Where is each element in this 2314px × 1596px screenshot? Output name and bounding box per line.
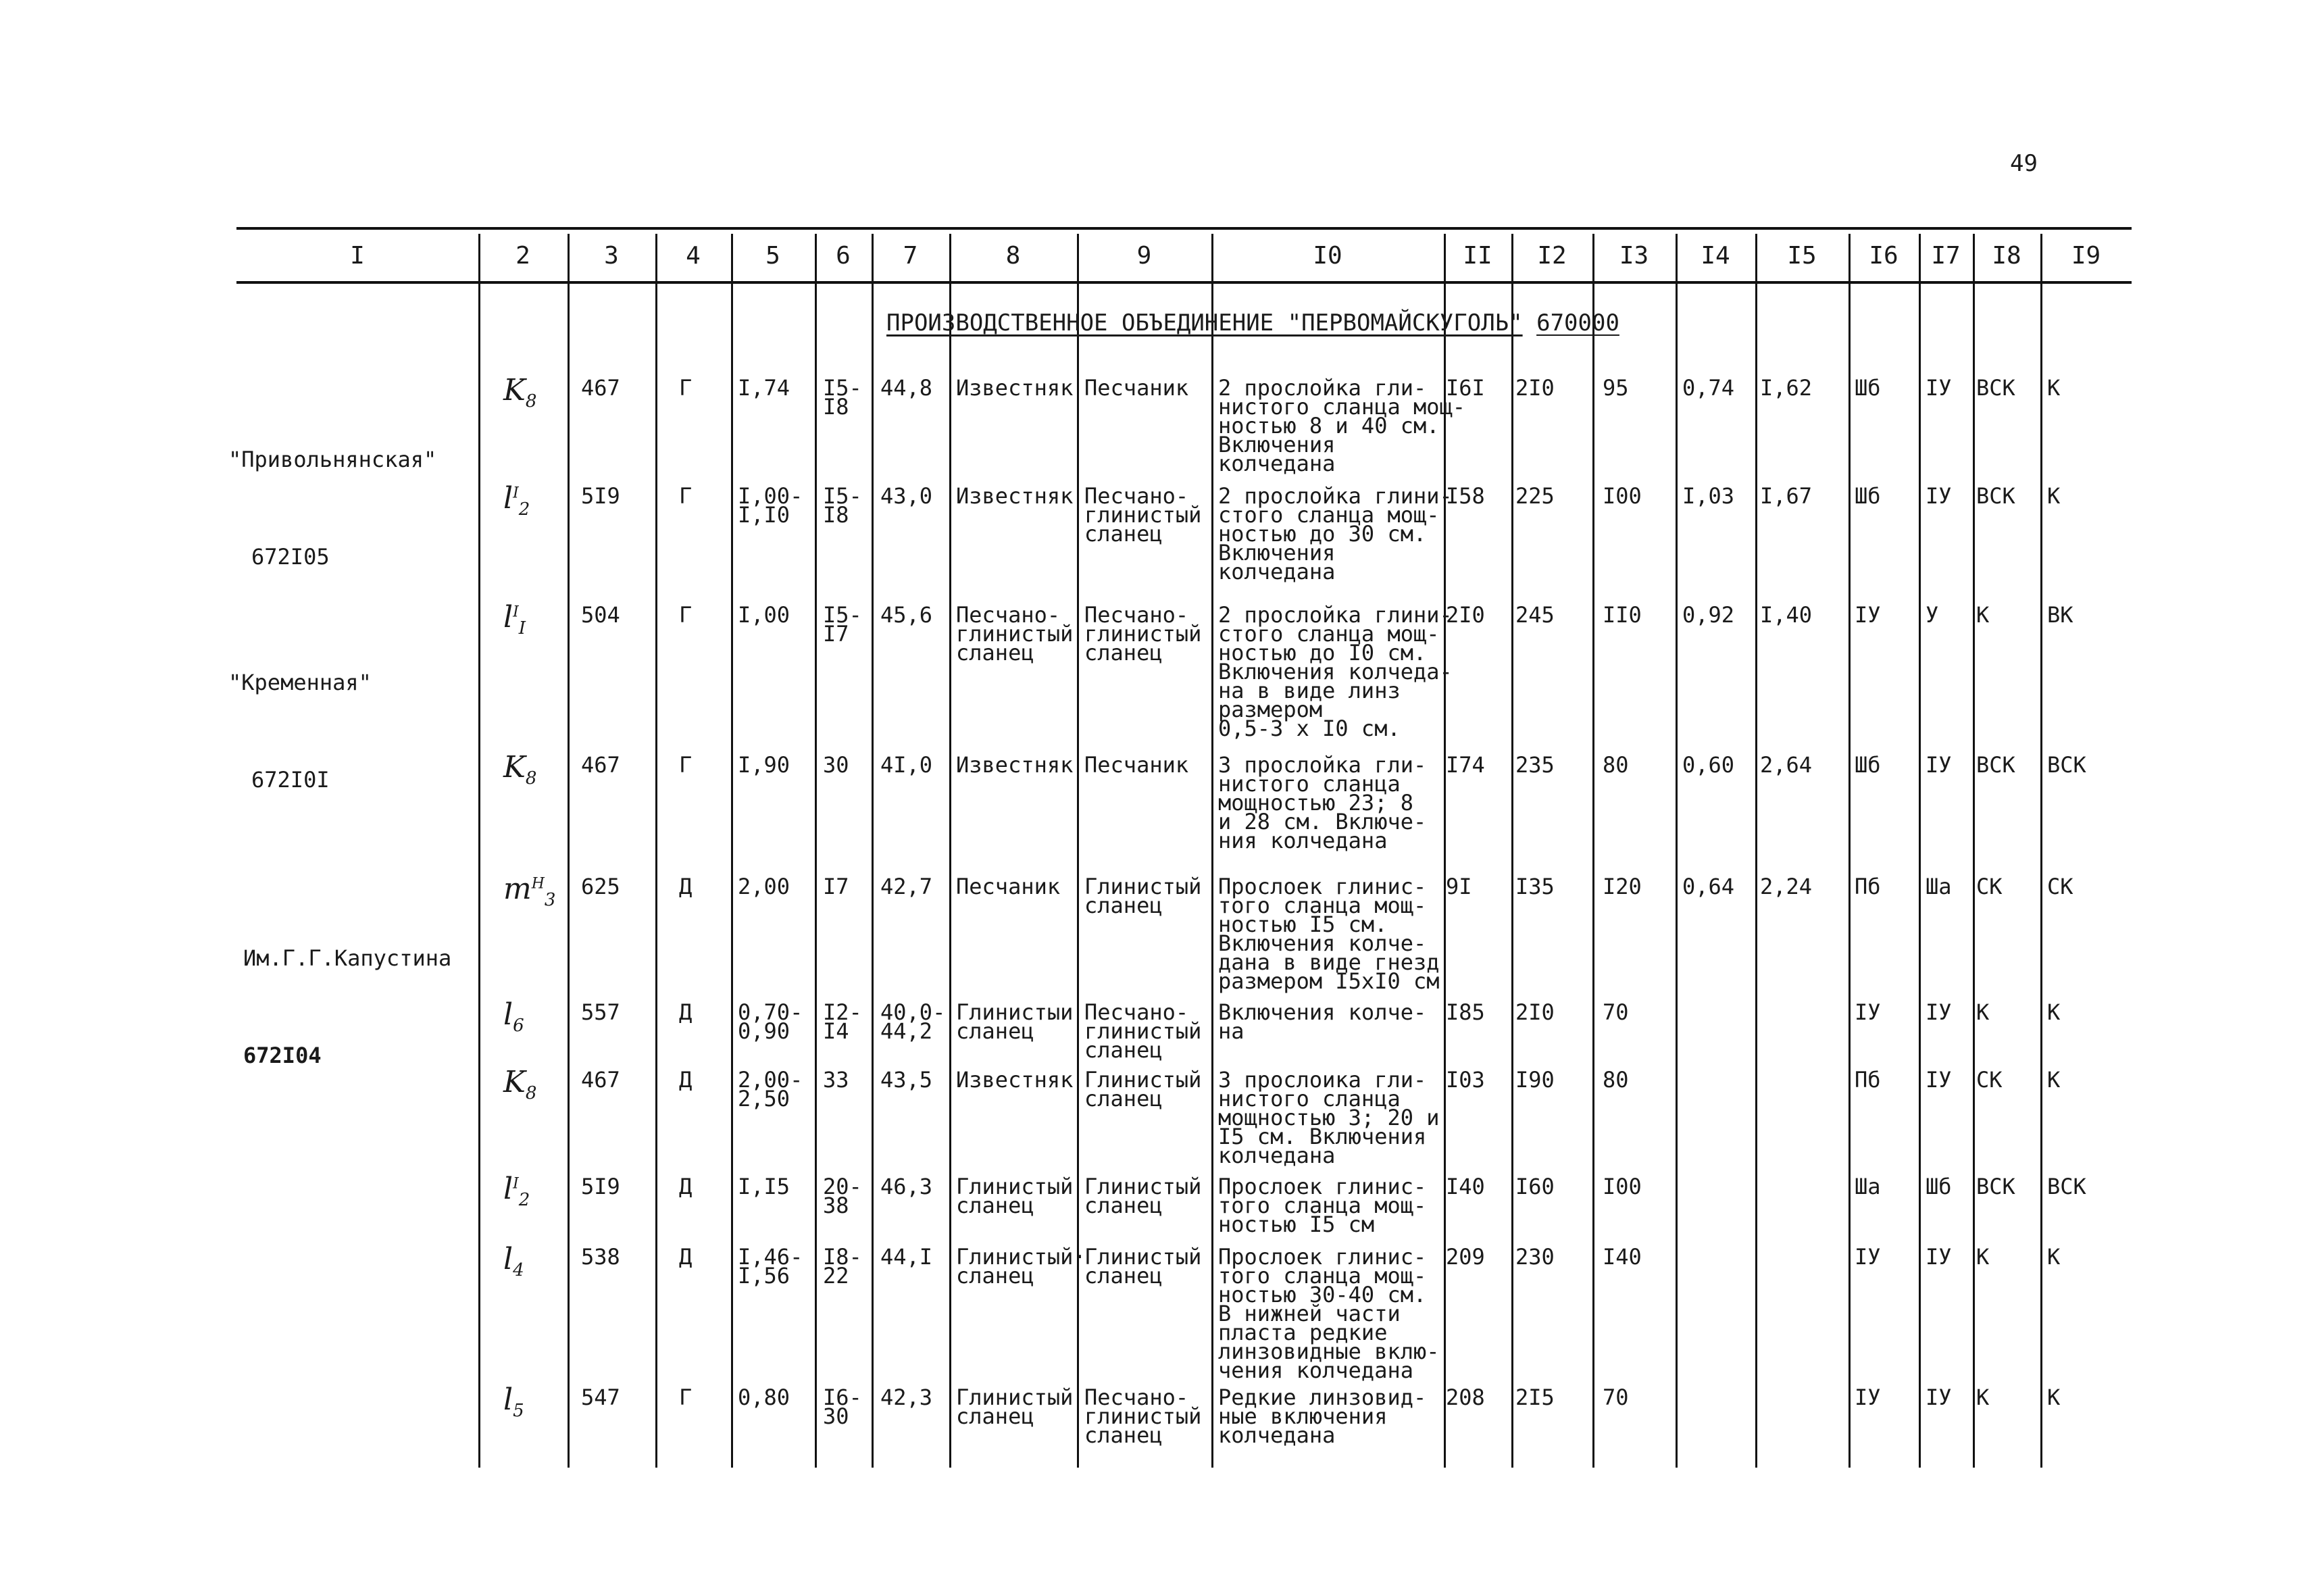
cell-c8: Песчаник <box>956 874 1061 899</box>
cell-c5: I,46- I,56 <box>738 1244 803 1289</box>
cell-c17: IУ <box>1926 999 1952 1025</box>
cell-c6: I5- I8 <box>823 375 862 420</box>
cell-c9: Песчано- глинистый сланец <box>1084 602 1202 666</box>
page-number: 49 <box>2010 150 2038 177</box>
seam-subscript: 4 <box>513 1260 524 1280</box>
cell-c17: Шб <box>1926 1174 1952 1199</box>
cell-c13: I00 <box>1603 483 1642 509</box>
column-rule <box>478 234 480 1468</box>
column-header: I7 <box>1931 242 1961 270</box>
cell-c12: 230 <box>1515 1244 1555 1270</box>
seam-index <box>503 1382 524 1421</box>
cell-c13: I20 <box>1603 874 1642 899</box>
seam-superscript: I <box>513 1175 519 1193</box>
cell-c16: IУ <box>1855 1385 1881 1410</box>
column-rule <box>1973 234 1975 1468</box>
organization-name: ПРОИЗВОДСТВЕННОЕ ОБЪЕДИНЕНИЕ "ПЕРВОМАЙСКУГОЛЬ" <box>886 309 1523 336</box>
cell-c19: К <box>2047 999 2061 1025</box>
mine-entry <box>243 877 451 1104</box>
seam-index <box>503 600 526 639</box>
cell-c8: Известняк <box>956 483 1074 509</box>
cell-c16: IУ <box>1855 999 1881 1025</box>
seam-superscript: Н <box>531 875 545 893</box>
seam-letter: K <box>503 1065 526 1099</box>
seam-index <box>503 1242 524 1280</box>
cell-c5: 0,70- 0,90 <box>738 999 803 1044</box>
cell-c13: 70 <box>1603 999 1629 1025</box>
cell-c9: Глинистый сланец <box>1084 874 1202 918</box>
mine-name: "Привольнянская" <box>228 447 437 472</box>
seam-letter: K <box>503 373 526 407</box>
cell-c3: 467 <box>581 752 620 778</box>
column-rule <box>2040 234 2042 1468</box>
cell-c7: 46,3 <box>880 1174 933 1199</box>
seam-index <box>503 872 555 910</box>
cell-c17: IУ <box>1926 1244 1952 1270</box>
cell-c19: К <box>2047 375 2061 401</box>
seam-subscript: 8 <box>525 391 537 412</box>
cell-c3: 557 <box>581 999 620 1025</box>
cell-c7: 43,0 <box>880 483 933 509</box>
seam-index <box>503 1065 536 1103</box>
cell-c10: Прослоек глинис- того сланца мощ- ностью I5 см. Включения колче- дана в виде гнезд размером I5хI0 см <box>1218 874 1440 994</box>
column-header: I <box>350 242 365 270</box>
column-rule <box>949 234 951 1468</box>
cell-c10: 2 прослойка глини- стого сланца мощ- ностью до I0 см. Включения колчеда- на в виде линз размером 0,5-3 х I0 см. <box>1218 602 1453 741</box>
cell-c16: Пб <box>1855 1067 1881 1093</box>
cell-c6: 30 <box>823 752 849 778</box>
organization-title <box>886 309 1619 336</box>
cell-c6: I7 <box>823 874 849 899</box>
cell-c3: 504 <box>581 602 620 628</box>
cell-c5: I,74 <box>738 375 790 401</box>
cell-c17: IУ <box>1926 375 1952 401</box>
seam-subscript: 8 <box>525 1082 537 1103</box>
cell-c5: I,I5 <box>738 1174 790 1199</box>
cell-c6: I8- 22 <box>823 1244 862 1289</box>
cell-c12: 2I0 <box>1515 375 1555 401</box>
cell-c18: К <box>1976 1244 1990 1270</box>
column-header: 6 <box>836 242 851 270</box>
cell-c3: 5I9 <box>581 483 620 509</box>
column-header: 7 <box>903 242 918 270</box>
column-header: 4 <box>686 242 701 270</box>
cell-c13: 70 <box>1603 1385 1629 1410</box>
cell-c3: 547 <box>581 1385 620 1410</box>
cell-c8: Известняк <box>956 375 1074 401</box>
cell-c12: 225 <box>1515 483 1555 509</box>
cell-c9: Песчано- глинистый сланец <box>1084 1385 1202 1448</box>
cell-c11: I74 <box>1446 752 1485 778</box>
cell-c12: 245 <box>1515 602 1555 628</box>
mine-entry <box>228 378 436 605</box>
cell-c4: Д <box>679 874 693 899</box>
cell-c12: I90 <box>1515 1067 1555 1093</box>
cell-c17: IУ <box>1926 1385 1952 1410</box>
cell-c8: Известняк <box>956 1067 1074 1093</box>
cell-c9: Песчано- глинистый сланец <box>1084 999 1202 1063</box>
cell-c16: Шб <box>1855 483 1881 509</box>
cell-c10: 2 прослойка гли- нистого сланца мощ- ностью 8 и 40 см. Включения колчедана <box>1218 375 1466 476</box>
column-rule <box>731 234 733 1468</box>
cell-c18: СК <box>1976 1067 2003 1093</box>
cell-c13: I00 <box>1603 1174 1642 1199</box>
cell-c13: I40 <box>1603 1244 1642 1270</box>
cell-c4: Д <box>679 1067 693 1093</box>
seam-superscript: I <box>513 484 519 502</box>
cell-c19: ВК <box>2047 602 2073 628</box>
cell-c3: 5I9 <box>581 1174 620 1199</box>
cell-c6: I5- I7 <box>823 602 862 647</box>
cell-c9: Песчано- глинистый сланец <box>1084 483 1202 547</box>
cell-c10: 2 прослойка глини- стого сланца мощ- ностью до 30 см. Включения колчедана <box>1218 483 1453 584</box>
cell-c19: К <box>2047 1067 2061 1093</box>
cell-c4: Д <box>679 999 693 1025</box>
cell-c9: Песчаник <box>1084 375 1189 401</box>
column-rule <box>1755 234 1757 1468</box>
cell-c17: Ша <box>1926 874 1952 899</box>
cell-c7: 45,6 <box>880 602 933 628</box>
column-rule <box>1919 234 1921 1468</box>
cell-c5: 0,80 <box>738 1385 790 1410</box>
column-rule <box>1211 234 1213 1468</box>
cell-c15: 2,64 <box>1760 752 1813 778</box>
seam-letter: K <box>503 750 526 784</box>
cell-c3: 625 <box>581 874 620 899</box>
cell-c14: 0,92 <box>1682 602 1735 628</box>
cell-c7: 40,0- 44,2 <box>880 999 946 1044</box>
cell-c19: К <box>2047 1385 2061 1410</box>
cell-c18: К <box>1976 602 1990 628</box>
cell-c11: 9I <box>1446 874 1472 899</box>
cell-c4: Г <box>679 1385 693 1410</box>
seam-letter: l <box>503 600 513 634</box>
cell-c8: Глинистый сланец <box>956 1385 1074 1429</box>
cell-c4: Д <box>679 1174 693 1199</box>
cell-c10: 3 прослоика гли- нистого сланца мощностью 3; 20 и I5 см. Включения колчедана <box>1218 1067 1440 1168</box>
column-header: I5 <box>1787 242 1817 270</box>
column-rule <box>1592 234 1594 1468</box>
seam-letter: m <box>503 872 532 906</box>
mine-name: "Кременная" <box>228 670 372 695</box>
cell-c5: 2,00 <box>738 874 790 899</box>
cell-c10: 3 прослойка гли- нистого сланца мощностью 23; 8 и 28 см. Включе- ния колчедана <box>1218 752 1427 853</box>
cell-c11: 209 <box>1446 1244 1485 1270</box>
cell-c11: 208 <box>1446 1385 1485 1410</box>
cell-c13: 95 <box>1603 375 1629 401</box>
cell-c12: 2I5 <box>1515 1385 1555 1410</box>
cell-c16: Пб <box>1855 874 1881 899</box>
seam-letter: l <box>503 997 513 1032</box>
cell-c4: Г <box>679 375 693 401</box>
seam-letter: l <box>503 1382 513 1417</box>
cell-c10: Редкие линзовид- ные включения колчедана <box>1218 1385 1427 1448</box>
column-rule <box>1511 234 1513 1468</box>
cell-c10: Прослоек глинис- того сланца мощ- ностью 30-40 см. В нижней части пласта редкие линзовидные вклю- чения колчедана <box>1218 1244 1440 1383</box>
cell-c8: Известняк <box>956 752 1074 778</box>
cell-c9: Глинистый сланец <box>1084 1067 1202 1112</box>
seam-subscript: 6 <box>513 1015 524 1036</box>
seam-index <box>503 373 536 412</box>
column-rule <box>568 234 570 1468</box>
cell-c11: I6I <box>1446 375 1485 401</box>
header-bottom-rule <box>236 281 2132 284</box>
seam-index <box>503 481 530 520</box>
column-header: I2 <box>1537 242 1567 270</box>
cell-c16: Шб <box>1855 752 1881 778</box>
column-header: 3 <box>604 242 619 270</box>
cell-c11: 2I0 <box>1446 602 1485 628</box>
cell-c6: I2- I4 <box>823 999 862 1044</box>
column-rule <box>1676 234 1678 1468</box>
cell-c4: Г <box>679 602 693 628</box>
seam-subscript: 3 <box>544 889 556 910</box>
cell-c8: Глинистыи сланец <box>956 999 1074 1044</box>
cell-c4: Г <box>679 752 693 778</box>
cell-c4: Д <box>679 1244 693 1270</box>
cell-c6: 20- 38 <box>823 1174 862 1218</box>
cell-c14: I,03 <box>1682 483 1735 509</box>
mine-code: 672I05 <box>251 544 330 570</box>
cell-c17: IУ <box>1926 752 1952 778</box>
cell-c15: 2,24 <box>1760 874 1813 899</box>
seam-subscript: 2 <box>518 499 530 520</box>
cell-c8: Глинистый· сланец <box>956 1244 1086 1289</box>
cell-c9: Глинистый сланец <box>1084 1244 1202 1289</box>
cell-c18: К <box>1976 1385 1990 1410</box>
seam-letter: l <box>503 481 513 516</box>
column-header: I4 <box>1701 242 1730 270</box>
cell-c16: IУ <box>1855 1244 1881 1270</box>
mine-code: 672I04 <box>243 1043 322 1068</box>
cell-c11: I85 <box>1446 999 1485 1025</box>
cell-c14: 0,60 <box>1682 752 1735 778</box>
seam-index <box>503 997 524 1036</box>
cell-c9: Глинистый сланец <box>1084 1174 1202 1218</box>
mine-name: Им.Г.Г.Капустина <box>243 945 452 971</box>
header-top-rule <box>236 227 2132 230</box>
column-rule <box>655 234 657 1468</box>
cell-c5: I,00- I,I0 <box>738 483 803 528</box>
column-header: 9 <box>1136 242 1152 270</box>
cell-c7: 4I,0 <box>880 752 933 778</box>
cell-c10: Прослоек глинис- того сланца мощ- ностью I5 см <box>1218 1174 1427 1237</box>
cell-c19: ВСК <box>2047 1174 2086 1199</box>
cell-c5: 2,00- 2,50 <box>738 1067 803 1112</box>
seam-letter: l <box>503 1172 513 1206</box>
cell-c12: 235 <box>1515 752 1555 778</box>
column-header: I9 <box>2071 242 2101 270</box>
column-header: II <box>1463 242 1492 270</box>
seam-superscript: I <box>513 603 519 621</box>
cell-c13: 80 <box>1603 752 1629 778</box>
cell-c19: К <box>2047 1244 2061 1270</box>
seam-subscript: 2 <box>518 1189 530 1210</box>
cell-c16: Ша <box>1855 1174 1881 1199</box>
cell-c5: I,00 <box>738 602 790 628</box>
column-header: I8 <box>1992 242 2021 270</box>
column-header: 2 <box>515 242 530 270</box>
cell-c7: 43,5 <box>880 1067 933 1093</box>
cell-c18: К <box>1976 999 1990 1025</box>
cell-c17: У <box>1926 602 1939 628</box>
column-header: 5 <box>765 242 780 270</box>
organization-code: 670000 <box>1536 309 1619 336</box>
cell-c18: ВСК <box>1976 483 2015 509</box>
column-header: I0 <box>1313 242 1342 270</box>
cell-c13: II0 <box>1603 602 1642 628</box>
seam-subscript: 5 <box>513 1400 524 1421</box>
cell-c7: 42,7 <box>880 874 933 899</box>
cell-c16: Шб <box>1855 375 1881 401</box>
cell-c12: I60 <box>1515 1174 1555 1199</box>
cell-c18: ВСК <box>1976 375 2015 401</box>
cell-c15: I,62 <box>1760 375 1813 401</box>
cell-c8: Песчано- глинистый сланец <box>956 602 1074 666</box>
seam-subscript: 8 <box>525 768 537 789</box>
column-header: I6 <box>1869 242 1898 270</box>
cell-c17: IУ <box>1926 483 1952 509</box>
cell-c6: I6- 30 <box>823 1385 862 1429</box>
cell-c10: Включения колче- на <box>1218 999 1427 1044</box>
cell-c6: 33 <box>823 1067 849 1093</box>
cell-c16: IУ <box>1855 602 1881 628</box>
column-rule <box>815 234 817 1468</box>
seam-index <box>503 750 536 789</box>
cell-c3: 538 <box>581 1244 620 1270</box>
column-header: I3 <box>1619 242 1649 270</box>
cell-c19: СК <box>2047 874 2073 899</box>
cell-c14: 0,74 <box>1682 375 1735 401</box>
cell-c4: Г <box>679 483 693 509</box>
cell-c12: I35 <box>1515 874 1555 899</box>
cell-c7: 44,I <box>880 1244 933 1270</box>
cell-c13: 80 <box>1603 1067 1629 1093</box>
cell-c11: I40 <box>1446 1174 1485 1199</box>
mine-entry <box>228 601 372 828</box>
cell-c19: К <box>2047 483 2061 509</box>
cell-c18: ВСК <box>1976 752 2015 778</box>
seam-subscript: I <box>518 618 526 639</box>
cell-c12: 2I0 <box>1515 999 1555 1025</box>
cell-c9: Песчаник <box>1084 752 1189 778</box>
cell-c19: ВСК <box>2047 752 2086 778</box>
cell-c17: IУ <box>1926 1067 1952 1093</box>
cell-c3: 467 <box>581 375 620 401</box>
cell-c14: 0,64 <box>1682 874 1735 899</box>
cell-c8: Глинистый сланец <box>956 1174 1074 1218</box>
column-header: 8 <box>1005 242 1021 270</box>
seam-index <box>503 1172 530 1210</box>
column-rule <box>1848 234 1851 1468</box>
cell-c15: I,67 <box>1760 483 1813 509</box>
cell-c7: 42,3 <box>880 1385 933 1410</box>
cell-c11: I58 <box>1446 483 1485 509</box>
cell-c18: СК <box>1976 874 2003 899</box>
cell-c18: ВСК <box>1976 1174 2015 1199</box>
mine-code: 672I0I <box>251 767 330 793</box>
cell-c6: I5- I8 <box>823 483 862 528</box>
cell-c11: I03 <box>1446 1067 1485 1093</box>
cell-c3: 467 <box>581 1067 620 1093</box>
cell-c15: I,40 <box>1760 602 1813 628</box>
cell-c7: 44,8 <box>880 375 933 401</box>
seam-letter: l <box>503 1242 513 1276</box>
cell-c5: I,90 <box>738 752 790 778</box>
column-rule <box>872 234 874 1468</box>
